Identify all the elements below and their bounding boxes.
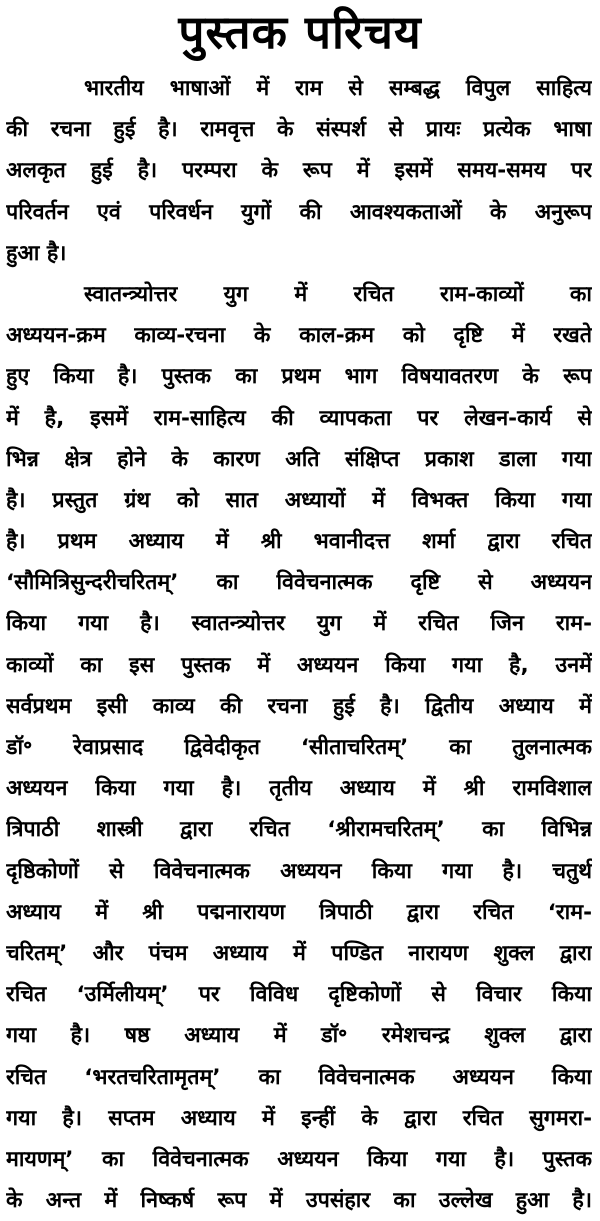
text-line: की रचना हुई है। रामवृत्त के संस्पर्श से प्रायः प्रत्येक भाषा xyxy=(6,117,592,143)
text-line: अध्ययन किया गया है। तृतीय अध्याय में श्री रामविशाल xyxy=(6,776,592,802)
text-line: काव्यों का इस पुस्तक में अध्ययन किया गया है, उनमें xyxy=(6,652,592,678)
text-line: हुए किया है। पुस्तक का प्रथम भाग विषयावतरण के रूप xyxy=(6,364,592,390)
text-line: हुआ है। xyxy=(6,240,67,266)
text-line: गया है। षष्ठ अध्याय में डॉ॰ रमेशचन्द्र शुक्ल द्वारा xyxy=(6,1023,592,1049)
text-line: है। प्रथम अध्याय में श्री भवानीदत्त शर्मा द्वारा रचित xyxy=(6,529,592,555)
text-line: के अन्त में निष्कर्ष रूप में उपसंहार का उल्लेख हुआ है। xyxy=(6,1188,592,1214)
text-line: परिवर्तन एवं परिवर्धन युगों की आवश्यकताओं के अनुरूप xyxy=(6,199,592,225)
text-line: ‘सौमित्रिसुन्दरीचरितम्’ का विवेचनात्मक दृष्टि से अध्ययन xyxy=(6,570,592,596)
text-line: है। प्रस्तुत ग्रंथ को सात अध्यायों में विभक्त किया गया xyxy=(6,487,592,513)
text-line: रचित ‘उर्मिलीयम्’ पर विविध दृष्टिकोणों से विचार किया xyxy=(6,982,592,1008)
body-text xyxy=(6,68,592,1221)
text-line: अध्ययन-क्रम काव्य-रचना के काल-क्रम को दृष्टि में रखते xyxy=(6,323,592,349)
text-line: दृष्ठिकोणों से विवेचनात्मक अध्ययन किया गया है। चतुर्थ xyxy=(6,858,592,884)
text-line: अलकृत हुई है। परम्परा के रूप में इसमें समय-समय पर xyxy=(6,158,592,184)
page-title: पुस्तक परिचय xyxy=(178,5,422,59)
text-line: भारतीय भाषाओं में राम से सम्बद्ध विपुल साहित्य xyxy=(84,76,592,101)
text-line: रचित ‘भरतचरितामृतम्’ का विवेचनात्मक अध्ययन किया xyxy=(6,1064,592,1090)
text-line: स्वातन्त्र्योत्तर युग में रचित राम-काव्यों का xyxy=(84,281,592,307)
text-line: सर्वप्रथम इसी काव्य की रचना हुई है। द्वितीय अध्याय में xyxy=(6,693,592,719)
text-line: मायणम्’ का विवेचनात्मक अध्ययन किया गया है। पुस्तक xyxy=(6,1146,592,1172)
text-line: भिन्न क्षेत्र होने के कारण अति संक्षिप्त प्रकाश डाला गया xyxy=(6,446,592,472)
text-line: में है, इसमें राम-साहित्य की व्यापकता पर लेखन-कार्य से xyxy=(6,405,592,431)
text-line: डॉ॰ रेवाप्रसाद द्विवेदीकृत ‘सीताचरितम्’ का तुलनात्मक xyxy=(6,735,592,760)
text-line: किया गया है। स्वातन्त्र्योत्तर युग में रचित जिन राम- xyxy=(6,611,592,637)
text-line: चरितम्’ और पंचम अध्याय में पण्डित नारायण शुक्ल द्वारा xyxy=(6,940,592,966)
text-line: त्रिपाठी शास्त्री द्वारा रचित ‘श्रीरामचरितम्’ का विभिन्न xyxy=(6,817,592,843)
text-line: अध्याय में श्री पद्मनारायण त्रिपाठी द्वारा रचित ‘राम- xyxy=(6,899,592,925)
text-line: गया है। सप्तम अध्याय में इन्हीं के द्वारा रचित सुगमरा- xyxy=(6,1105,592,1131)
